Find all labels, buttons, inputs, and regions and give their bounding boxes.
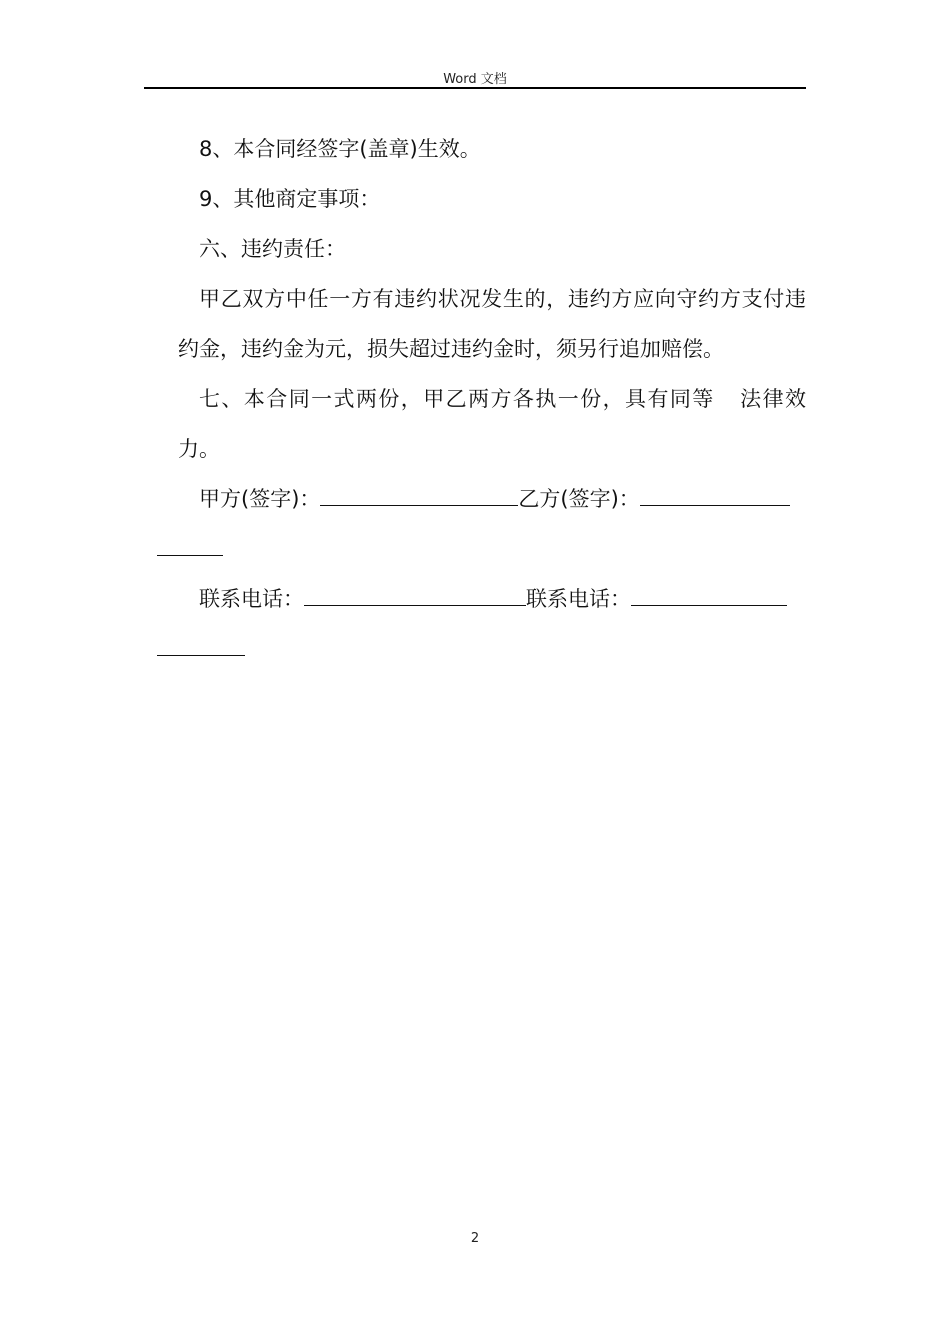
document-body bbox=[178, 124, 806, 674]
breach-liability-paragraph: 甲乙双方中任一方有违约状况发生的，违约方应向守约方支付违约金，违约金为元，损失超过违约金时，须另行追加赔偿。 bbox=[178, 287, 806, 361]
party-b-signature-label: 乙方(签字)： bbox=[518, 487, 640, 511]
section-seven-text-a: 七、本合同一式两份，甲乙两方各执一份，具有同等 bbox=[199, 387, 715, 411]
party-b-phone-label: 联系电话： bbox=[526, 587, 631, 611]
section-seven-text-b: 法律效力。 bbox=[178, 387, 807, 461]
party-b-signature-blank bbox=[640, 501, 790, 506]
page-header-title: Word 文档 bbox=[443, 72, 507, 87]
party-b-phone-blank-continued bbox=[157, 651, 245, 656]
party-a-phone-label: 联系电话： bbox=[199, 587, 304, 611]
party-b-signature-blank-continued bbox=[157, 551, 223, 556]
clause-9: 9、其他商定事项： bbox=[199, 187, 381, 211]
section-seven-paragraph bbox=[178, 374, 806, 474]
party-a-phone-blank bbox=[304, 601, 526, 606]
party-a-signature-blank bbox=[320, 501, 518, 506]
party-b-phone-blank bbox=[631, 601, 787, 606]
party-a-signature-label: 甲方(签字)： bbox=[199, 487, 321, 511]
clause-8: 8、本合同经签字(盖章)生效。 bbox=[199, 137, 481, 161]
contact-line bbox=[178, 574, 806, 674]
header-divider bbox=[144, 87, 806, 89]
signature-line bbox=[178, 474, 806, 574]
section-six-heading: 六、违约责任： bbox=[199, 237, 346, 261]
page-number: 2 bbox=[470, 1231, 480, 1246]
